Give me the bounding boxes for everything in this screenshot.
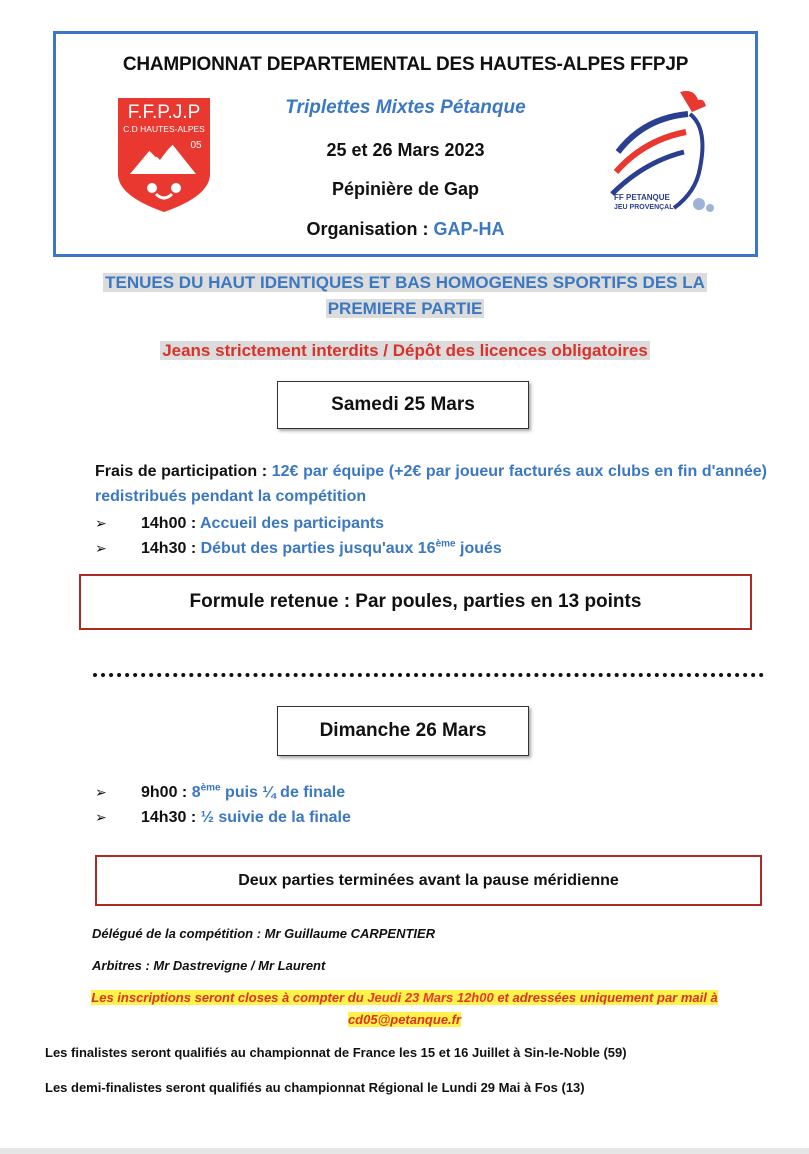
schedule-text: Accueil des participants [200, 515, 385, 532]
logo-left-line2: C.D HAUTES-ALPES [123, 124, 205, 134]
participation-fees [95, 459, 767, 509]
saturday-schedule [95, 511, 502, 561]
arrow-bullet-icon: ➢ [95, 784, 107, 800]
arrow-bullet-icon: ➢ [95, 540, 107, 556]
schedule-time: 14h30 : [141, 540, 201, 557]
schedule-item [95, 780, 351, 805]
page-title: CHAMPIONNAT DEPARTEMENTAL DES HAUTES-ALPES FFPJP [122, 54, 689, 75]
schedule-time: 14h30 : [141, 809, 201, 826]
fees-value: 12€ par équipe (+2€ par joueur facturés aux clubs en fin d'année) redistribués pendant la compétition [95, 463, 767, 505]
schedule-text: 8 [191, 784, 201, 801]
notice-line1: TENUES DU HAUT IDENTIQUES ET BAS HOMOGENES SPORTIFS DES LA [105, 273, 705, 292]
organisation-label: Organisation : [306, 219, 434, 239]
jeans-notice-text: Jeans strictement interdits / Dépôt des licences obligatoires [162, 341, 648, 360]
sunday-schedule [95, 780, 351, 830]
schedule-item [95, 805, 351, 830]
schedule-text: ½ suivie de la finale [200, 809, 351, 826]
ffpjp-cd05-shield-icon [116, 96, 212, 214]
inscriptions-part1: Les inscriptions seront closes à compter du [91, 990, 368, 1005]
inscriptions-deadline: Jeudi 23 Mars 12h00 [367, 990, 494, 1005]
qualification-line-finalists: Les finalistes seront qualifiés au championnat de France les 15 et 16 Juillet à Sin-le-Noble (59) [45, 1045, 627, 1060]
arrow-bullet-icon: ➢ [95, 809, 107, 825]
bottom-bar [0, 1148, 809, 1154]
logo-right-line1: FF PETANQUE [614, 193, 670, 202]
logo-right-line2: JEU PROVENÇAL [614, 204, 674, 211]
qualification-line-semifinalists: Les demi-finalistes seront qualifiés au championnat Régional le Lundi 29 Mai à Fos (13) [45, 1080, 585, 1095]
schedule-tail: puis ¼ de finale [220, 784, 346, 801]
inscriptions-part3: et adressées uniquement par mail à [493, 990, 718, 1005]
inscriptions-notice [48, 987, 761, 1031]
logo-left-line1: F.F.P.J.P [127, 102, 201, 123]
saturday-heading: Samedi 25 Mars [277, 381, 529, 429]
formula-box: Formule retenue : Par poules, parties en 13 points [79, 574, 752, 630]
final-note-box: Deux parties terminées avant la pause méridienne [95, 855, 762, 906]
inscriptions-email[interactable]: cd05@petanque.fr [347, 1012, 462, 1027]
organisation [56, 219, 755, 240]
jeans-notice [60, 341, 750, 361]
header-box [53, 31, 758, 257]
notice-line2: PREMIERE PARTIE [327, 299, 483, 318]
dress-code-notice [60, 270, 750, 322]
event-venue: Pépinière de Gap [331, 179, 480, 199]
event-subtitle: Triplettes Mixtes Pétanque [285, 97, 526, 118]
fees-label: Frais de participation : [95, 463, 272, 480]
arbitres-line: Arbitres : Mr Dastrevigne / Mr Laurent [92, 958, 326, 973]
schedule-time: 9h00 : [141, 784, 192, 801]
schedule-text: Début des parties jusqu'aux 16 [200, 540, 436, 557]
ff-petanque-rooster-icon [604, 88, 714, 218]
arrow-bullet-icon: ➢ [95, 515, 107, 531]
schedule-sup: ème [435, 538, 456, 550]
schedule-tail: joués [455, 540, 502, 557]
schedule-sup: ème [200, 782, 221, 794]
dotted-divider [93, 673, 764, 677]
schedule-item [95, 511, 502, 536]
event-dates: 25 et 26 Mars 2023 [326, 140, 485, 160]
schedule-item [95, 536, 502, 561]
organisation-value: GAP-HA [433, 219, 505, 239]
delegate-line: Délégué de la compétition : Mr Guillaume CARPENTIER [92, 926, 436, 941]
sunday-heading: Dimanche 26 Mars [277, 706, 529, 756]
schedule-time: 14h00 : [141, 515, 200, 532]
logo-left-line3: 05 [190, 140, 202, 151]
